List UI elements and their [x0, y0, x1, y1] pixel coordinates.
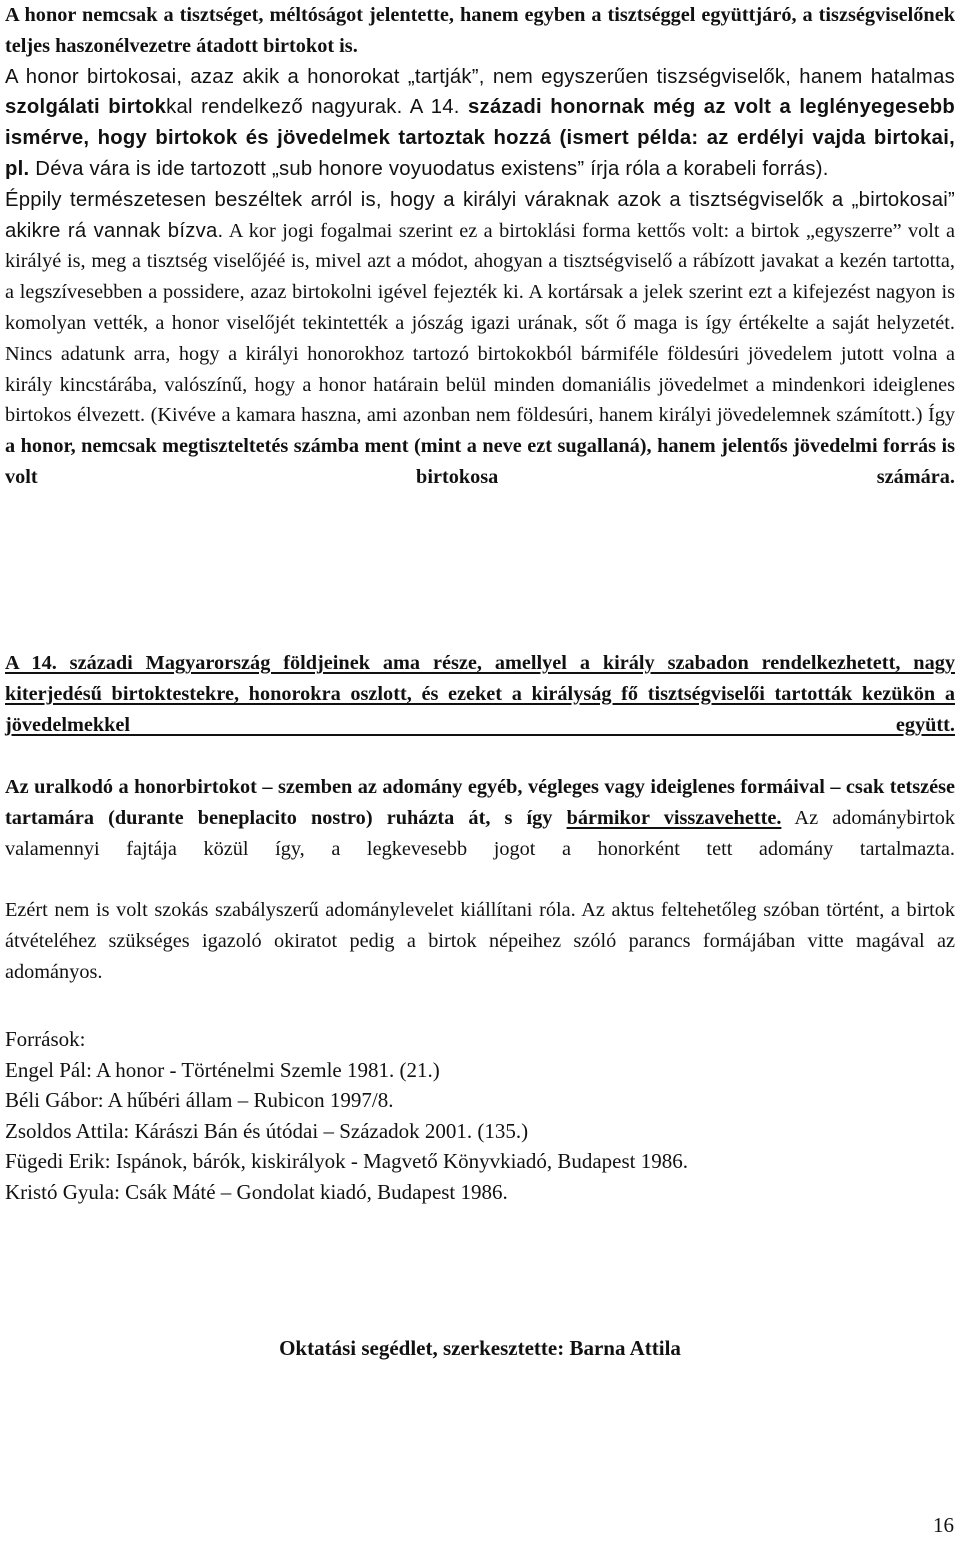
revocable-text: bármikor visszavehette.	[566, 806, 782, 829]
ruler-grant-text: Az uralkodó a honorbirtokot – szemben az adomány egyéb, végleges vagy ideiglenes formáival – csak tetszése tartamára (durante beneplacito nostro) ruházta át, s így	[5, 776, 955, 829]
source-item: Zsoldos Attila: Kárászi Bán és útódai – Századok 2001. (135.)	[5, 1118, 529, 1143]
source-item: Engel Pál: A honor - Történelmi Szemle 1981. (21.)	[5, 1057, 440, 1082]
editor-credit: Oktatási segédlet, szerkesztette: Barna Attila	[279, 1336, 681, 1360]
sources-heading: Források:	[5, 1027, 86, 1051]
great-lords-text: kal rendelkező nagyurak.	[166, 96, 403, 119]
century-prefix: A 14.	[402, 96, 469, 119]
sources-section	[5, 1024, 955, 1207]
service-estate-term: szolgálati birtok	[5, 96, 167, 119]
paragraph-fourteenth-century-lands: A 14. századi Magyarország földjeinek ama része, amellyel a király szabadon rendelkezhetett, nagy kiterjedésű birtoktestekre, honorokra oszlott, és ezeket a királyság fő tisztségviselői tartották kezükön a jövedelmekkel együtt.	[5, 652, 955, 736]
paragraph-honor-definition	[5, 0, 955, 524]
honor-criterion-text: századi honornak még az volt a leglényegesebb ismérve, hogy birtokok és jövedelmek tartoztak hozzá (ismert példa: az erdélyi vajda birtokai, pl.	[5, 96, 956, 180]
paragraph-no-charter: Ezért nem is volt szokás szabályszerű adománylevelet kiállítani róla. Az aktus feltehetőleg szóban történt, a birtok átvételéhez szükséges igazoló okiratot pedig a birtok népeihez szóló parancs formájában vitte magával az adományos.	[5, 899, 955, 983]
honor-income-summary: a honor, nemcsak megtiszteltetés számba ment (mint a neve ezt sugallaná), hanem jelentős jövedelmi forrás is volt birtokosa számára.	[5, 435, 955, 488]
page-number: 16	[933, 1513, 954, 1537]
source-item: Kristó Gyula: Csák Máté – Gondolat kiadó, Budapest 1986.	[5, 1179, 508, 1204]
intro-sentence: A honor nemcsak a tisztséget, méltóságot jelentette, hanem egyben a tisztséggel együttjáró, a tiszségviselőnek teljes haszonélvezetre átadott birtokot is.	[5, 4, 955, 57]
legal-concepts-text: A kor jogi fogalmai szerint ez a birtoklási forma kettős volt: a birtok „egyszerre” volt a királyé is, meg a tisztség viselőjéé is, mivel azt a módot, ahogyan a tisztségviselő a rábízott javakat a kezén tartotta, a legszívesebben a possidere, azaz birtokolni igével fejezték ki. A kortársak a jelek szerint ezt a kifejezést nagyon is komolyan vették, a honor viselőjét tekintették a jószág igazi urának, sőt ő maga is így értékelte a saját helyzetét. Nincs adatunk arra, hogy a királyi honorokhoz tartozó birtokokból bármiféle földesúri jövedelem jutott volna a király kincstárába, valószínű, hogy a honor határain belül minden domaniális jövedelmet a mindenkori ideiglenes birtokos élvezett. (Kivéve a kamara haszna, ami azonban nem földesúri, hanem királyi jövedelemnek számított.) Így	[5, 219, 956, 427]
honor-holders-text: A honor birtokosai, azaz akik a honorokat „tartják”, nem egyszerűen tiszségviselők, hanem hatalmas	[5, 65, 955, 88]
deva-castle-text: Déva vára is ide tartozott „sub honore voyuodatus existens” írja róla a korabeli forrás).	[29, 157, 829, 180]
source-item: Fügedi Erik: Ispánok, bárók, kiskirályok - Magvető Könyvkiadó, Budapest 1986.	[5, 1149, 688, 1173]
source-item: Béli Gábor: A hűbéri állam – Rubicon 1997/8.	[5, 1088, 394, 1112]
paragraph-honor-revocation	[5, 772, 955, 895]
least-rights-text: Az adománybirtok valamennyi fajtája közül így, a legkevesebb jogot a honorként tett adomány tartalmazta.	[5, 806, 955, 860]
royal-castles-text: Éppily természetesen beszéltek arról is, hogy a királyi váraknak azok a tisztségviselők a „birtokosai” akikre rá vannak bízva.	[5, 188, 955, 242]
